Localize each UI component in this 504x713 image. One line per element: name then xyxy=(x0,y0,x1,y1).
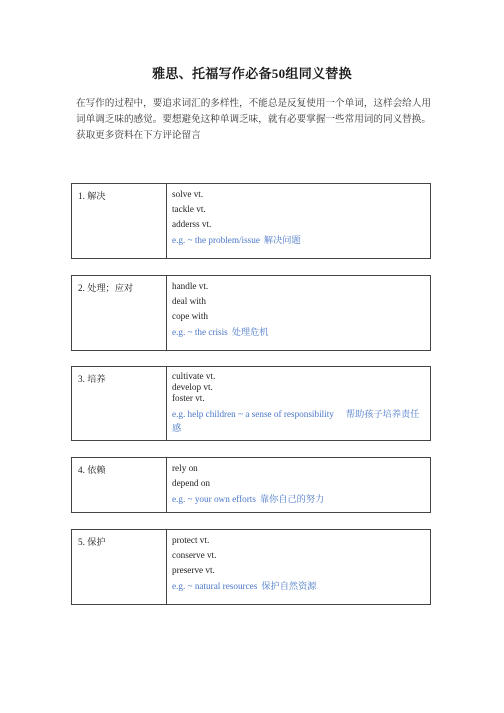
example-english: e.g. ~ natural resources xyxy=(172,581,258,591)
entry-term: 1. 解决 xyxy=(72,184,167,258)
intro-paragraph: 在写作的过程中，要追求词汇的多样性，不能总是反复使用一个单词，这样会给人用词单调乏味的感觉。要想避免这种单调乏味，就有必要掌握一些常用词的同义替换。获取更多资料在下方评论留言 xyxy=(76,98,431,141)
example-chinese: 帮助孩子培养责任感 xyxy=(172,409,420,433)
entry-synonyms xyxy=(167,458,430,512)
synonym-line: cultivate vt. xyxy=(172,371,216,381)
entry-table-3 xyxy=(71,366,431,441)
entry-term: 5. 保护 xyxy=(72,530,167,604)
synonym-line: tackle vt. xyxy=(172,204,206,214)
entry-synonyms xyxy=(167,530,430,604)
synonym-line: depend on xyxy=(172,478,211,488)
synonym-line: develop vt. xyxy=(172,382,213,392)
entry-term: 2. 处理；应对 xyxy=(72,276,167,350)
example-english: e.g. ~ your own efforts xyxy=(172,494,256,504)
example-sentence xyxy=(172,407,430,435)
entry-table-4 xyxy=(71,457,431,513)
entry-term: 3. 培养 xyxy=(72,367,167,440)
example-sentence xyxy=(172,492,430,506)
synonym-line: foster vt. xyxy=(172,393,205,403)
synonym-line: rely on xyxy=(172,463,198,473)
synonym-line: conserve vt. xyxy=(172,550,217,560)
entry-synonyms xyxy=(167,367,430,440)
example-sentence xyxy=(172,233,430,247)
entry-table-2 xyxy=(71,275,431,351)
example-chinese: 靠你自己的努力 xyxy=(259,494,325,504)
document-title: 雅思、托福写作必备50组同义替换 xyxy=(152,66,352,81)
example-english: e.g. ~ the problem/issue xyxy=(172,235,260,245)
entry-term: 4. 依赖 xyxy=(72,458,167,512)
example-chinese: 处理危机 xyxy=(231,327,269,337)
entry-table-5 xyxy=(71,529,431,605)
example-sentence xyxy=(172,325,430,339)
entry-synonyms xyxy=(167,184,430,258)
example-sentence xyxy=(172,579,430,593)
synonym-line: protect vt. xyxy=(172,535,210,545)
example-chinese: 保护自然资源 xyxy=(261,581,317,591)
synonym-line: adderss vt. xyxy=(172,219,212,229)
example-chinese: 解决问题 xyxy=(263,235,301,245)
synonym-line: handle vt. xyxy=(172,281,209,291)
synonym-line: deal with xyxy=(172,296,206,306)
synonym-line: cope with xyxy=(172,311,208,321)
example-english: e.g. help children ~ a sense of responsibility xyxy=(172,409,334,419)
synonym-line: preserve vt. xyxy=(172,565,215,575)
example-english: e.g. ~ the crisis xyxy=(172,327,228,337)
synonym-line: solve vt. xyxy=(172,189,204,199)
entry-synonyms xyxy=(167,276,430,350)
entry-table-1 xyxy=(71,183,431,259)
